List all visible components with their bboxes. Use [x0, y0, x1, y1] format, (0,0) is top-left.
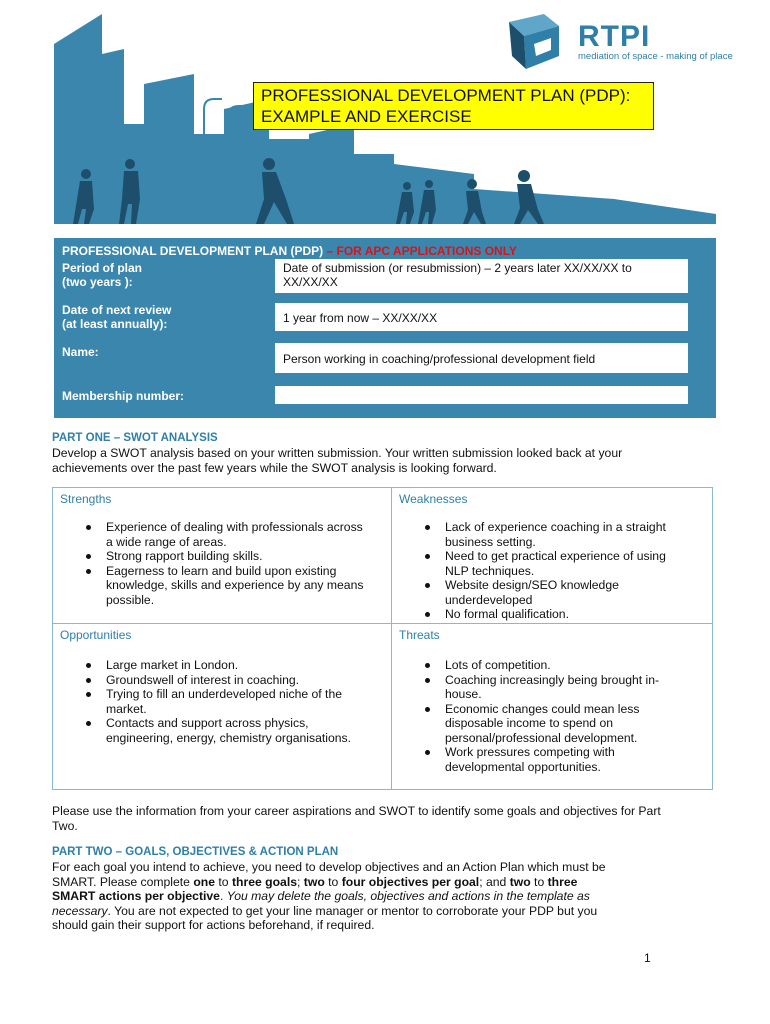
rtpi-logo-text: RTPI	[578, 20, 651, 53]
threats-heading: Threats	[399, 628, 440, 642]
swot-table	[52, 487, 713, 790]
list-item: Contacts and support across physics, engineering, energy, chemistry organisations.	[106, 716, 386, 745]
list-item: Website design/SEO knowledge underdeveloped	[445, 578, 705, 607]
period-label	[62, 261, 142, 289]
part-two-line-4: necessary. You are not expected to get your line manager or mentor to corroborate your PDP but you	[52, 903, 598, 918]
opportunities-list	[106, 658, 386, 745]
name-value: Person working in coaching/professional development field	[283, 352, 596, 366]
part-two-paragraph	[52, 860, 692, 933]
list-item: Work pressures competing with developmental opportunities.	[445, 745, 705, 774]
list-item: Strong rapport building skills.	[106, 549, 386, 564]
threats-list	[445, 658, 705, 774]
form-heading	[62, 244, 517, 258]
part-two-line-1: For each goal you intend to achieve, you need to develop objectives and an Action Plan which must be	[52, 860, 606, 874]
membership-label: Membership number:	[62, 389, 185, 403]
review-label	[62, 303, 171, 331]
list-item: Large market in London.	[106, 658, 386, 673]
part-one-intro-line-2: achievements over the past few years while the SWOT analysis is looking forward.	[52, 460, 497, 475]
rtpi-tagline: mediation of space - making of place	[578, 51, 733, 62]
review-label-line-2: (at least annually):	[62, 317, 168, 331]
part-one-heading: PART ONE – SWOT ANALYSIS	[52, 432, 218, 444]
list-item: Lack of experience coaching in a straight business setting.	[445, 520, 705, 549]
part-two-line-5: should gain their support for actions beforehand, if required.	[52, 918, 375, 933]
part-two-heading: PART TWO – GOALS, OBJECTIVES & ACTION PLAN	[52, 846, 339, 858]
review-label-line-1: Date of next review	[62, 303, 172, 317]
period-value-line-1: Date of submission (or resubmission) – 2 years later XX/XX/XX to	[283, 261, 632, 275]
part-two-line-2: SMART. Please complete one to three goals; two to four objectives per goal; and two to three	[52, 874, 578, 889]
part-one-intro-line-1: Develop a SWOT analysis based on your written submission. Your written submission looked back at your	[52, 446, 623, 460]
period-field[interactable]	[275, 259, 688, 293]
period-label-line-1: Period of plan	[62, 261, 143, 275]
opportunities-heading: Opportunities	[60, 628, 132, 642]
list-item: Lots of competition.	[445, 658, 705, 673]
bridge-line-1: Please use the information from your career aspirations and SWOT to identify some goals and objectives for Part	[52, 804, 661, 818]
weaknesses-list	[445, 520, 705, 622]
list-item: No formal qualification.	[445, 607, 705, 622]
list-item: Experience of dealing with professionals across a wide range of areas.	[106, 520, 386, 549]
list-item: Need to get practical experience of using NLP techniques.	[445, 549, 705, 578]
page-title	[253, 82, 654, 130]
form-heading-note: – FOR APC APPLICATIONS ONLY	[323, 244, 517, 258]
bridge-paragraph	[52, 804, 661, 833]
part-one-intro	[52, 446, 622, 475]
list-item: Coaching increasingly being brought in- house.	[445, 673, 705, 702]
period-label-line-2: (two years ):	[62, 275, 133, 289]
period-value-line-2: XX/XX/XX	[283, 275, 338, 289]
title-line-2: EXAMPLE AND EXERCISE	[261, 107, 472, 126]
title-line-1: PROFESSIONAL DEVELOPMENT PLAN (PDP):	[261, 86, 631, 105]
bridge-line-2: Two.	[52, 818, 78, 833]
strengths-list	[106, 520, 386, 607]
weaknesses-heading: Weaknesses	[399, 492, 468, 506]
strengths-heading: Strengths	[60, 492, 112, 506]
name-field[interactable]	[275, 343, 688, 373]
list-item: Eagerness to learn and build upon existing knowledge, skills and experience by any means possible.	[106, 564, 386, 608]
review-field[interactable]	[275, 303, 688, 331]
page-number: 1	[644, 951, 651, 965]
part-two-line-3: SMART actions per objective. You may delete the goals, objectives and actions in the template as	[52, 889, 590, 904]
name-label: Name:	[62, 345, 99, 359]
list-item: Groundswell of interest in coaching.	[106, 673, 386, 688]
form-heading-text: PROFESSIONAL DEVELOPMENT PLAN (PDP)	[62, 244, 324, 258]
list-item: Economic changes could mean less disposable income to spend on personal/professional development.	[445, 702, 705, 746]
list-item: Trying to fill an underdeveloped niche of the market.	[106, 687, 386, 716]
membership-field[interactable]	[275, 386, 688, 404]
review-value: 1 year from now – XX/XX/XX	[283, 311, 438, 325]
